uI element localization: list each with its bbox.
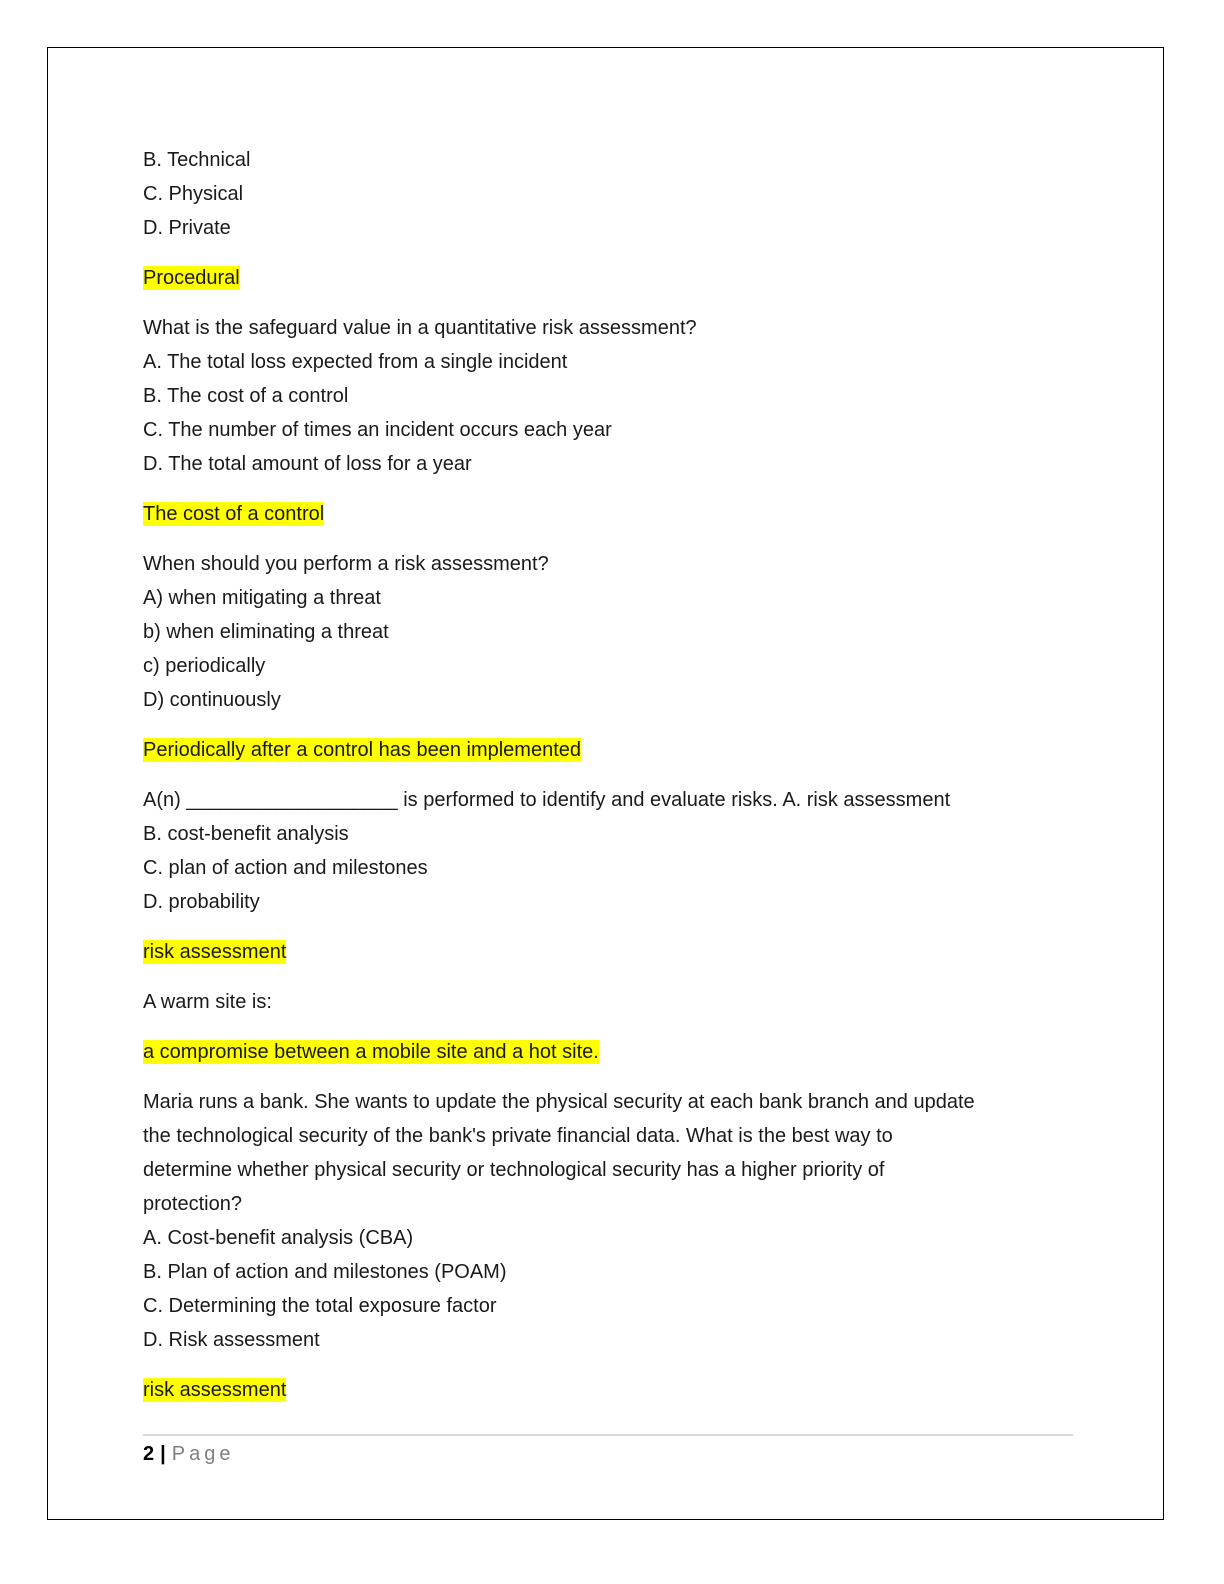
option: A) when mitigating a threat (143, 587, 381, 609)
page-footer (143, 1439, 234, 1469)
option: C. Physical (143, 183, 244, 205)
answer-highlight: risk assessment (143, 1379, 287, 1401)
question-text: What is the safeguard value in a quantitative risk assessment? (143, 317, 697, 339)
question-block-1 (143, 143, 1073, 311)
option: D. Private (143, 217, 231, 239)
page-number: 2 (143, 1443, 155, 1465)
question-block-6 (143, 1085, 1073, 1407)
question-block-2 (143, 311, 1073, 547)
footer-divider (143, 1434, 1073, 1436)
option: A. Cost-benefit analysis (CBA) (143, 1227, 414, 1249)
question-block-4 (143, 783, 1073, 985)
option: D. The total amount of loss for a year (143, 453, 472, 475)
question-text-line: the technological security of the bank's private financial data. What is the best way to (143, 1125, 893, 1147)
option: B. Plan of action and milestones (POAM) (143, 1261, 507, 1283)
option: C. The number of times an incident occurs each year (143, 419, 612, 441)
answer-highlight: risk assessment (143, 941, 287, 963)
answer-highlight: Procedural (143, 267, 240, 289)
answer-highlight: Periodically after a control has been implemented (143, 739, 582, 761)
question-text: A warm site is: (143, 991, 272, 1013)
answer-highlight: The cost of a control (143, 503, 325, 525)
answer-highlight: a compromise between a mobile site and a hot site. (143, 1041, 599, 1063)
option: b) when eliminating a threat (143, 621, 389, 643)
question-block-3 (143, 547, 1073, 783)
option: c) periodically (143, 655, 266, 677)
option: B. cost-benefit analysis (143, 823, 349, 845)
option: B. Technical (143, 149, 251, 171)
question-text-line: determine whether physical security or technological security has a higher priority of (143, 1159, 885, 1181)
option: A. The total loss expected from a single incident (143, 351, 568, 373)
option: D. Risk assessment (143, 1329, 320, 1351)
document-body (143, 143, 1073, 1407)
option: D) continuously (143, 689, 281, 711)
question-text: A(n) ___________________ is performed to identify and evaluate risks. A. risk assessment (143, 789, 951, 811)
option: C. Determining the total exposure factor (143, 1295, 497, 1317)
footer-separator: | (160, 1443, 166, 1465)
question-text-line: Maria runs a bank. She wants to update the physical security at each bank branch and update (143, 1091, 975, 1113)
question-text: When should you perform a risk assessment? (143, 553, 549, 575)
option: D. probability (143, 891, 260, 913)
option: C. plan of action and milestones (143, 857, 428, 879)
question-text-line: protection? (143, 1193, 242, 1215)
option: B. The cost of a control (143, 385, 349, 407)
page-label: Page (171, 1443, 235, 1465)
question-block-5 (143, 985, 1073, 1085)
